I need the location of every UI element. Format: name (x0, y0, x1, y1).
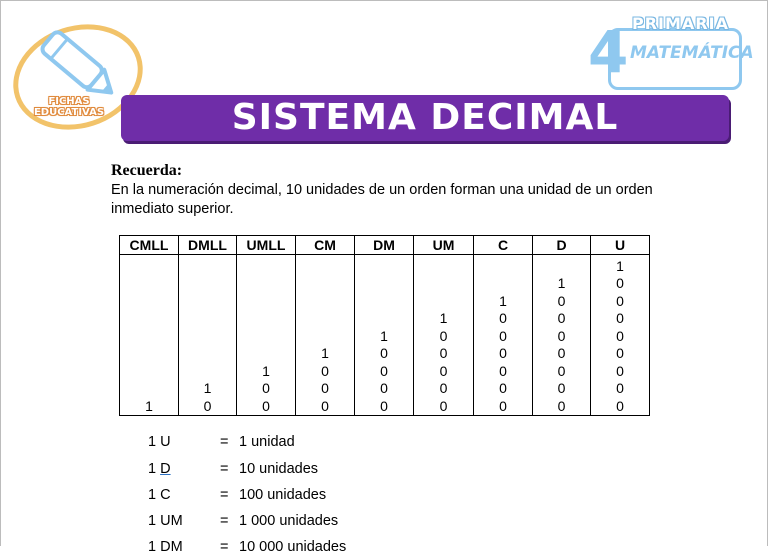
logo-text-line1: FICHAS (48, 96, 90, 107)
digit-cell: 0 (499, 327, 507, 344)
digit-cell: 0 (557, 292, 566, 309)
digit-cell: 1 (203, 380, 212, 396)
digit-cell: 0 (557, 310, 566, 326)
digit-cell: 0 (380, 380, 388, 396)
digit-cell: 0 (557, 327, 566, 344)
equivalence-unit: 1 U (148, 434, 171, 450)
digit-cell: 0 (380, 362, 388, 379)
page-title: SISTEMA DECIMAL (231, 97, 619, 138)
grade-number: 4 (588, 18, 629, 86)
header-dm: DM (355, 236, 414, 255)
digit-cell: 0 (439, 380, 448, 396)
equivalence-unit: 1 D (148, 461, 171, 477)
digit-cell: 0 (321, 397, 329, 414)
equals-sign: = (220, 434, 229, 450)
digit-cell: 1 (439, 310, 448, 326)
header-um: UM (414, 236, 474, 255)
column-dmll (179, 255, 237, 416)
title-banner (121, 95, 729, 141)
digit-cell: 0 (499, 345, 507, 361)
equivalence-value: 100 unidades (239, 487, 327, 503)
recuerda-heading: Recuerda: (111, 162, 183, 179)
digit-cell: 0 (616, 397, 624, 414)
digit-cell: 0 (321, 380, 329, 396)
digit-cell: 0 (616, 327, 624, 344)
equivalence-unit: 1 UM (148, 513, 183, 529)
column-dm (355, 255, 414, 416)
column-cm (296, 255, 355, 416)
logo-text (24, 96, 114, 118)
digit-cell: 0 (203, 397, 212, 414)
digit-cell: 0 (321, 362, 329, 379)
header-c: C (474, 236, 533, 255)
subject-label: MATEMÁTICA (630, 43, 754, 63)
digit-cell: 0 (439, 397, 448, 414)
table-header-row (120, 236, 650, 255)
header-dmll: DMLL (179, 236, 237, 255)
digit-cell: 0 (262, 380, 270, 396)
column-c (474, 255, 533, 416)
digit-cell: 0 (616, 310, 624, 326)
equivalence-unit: 1 C (148, 487, 171, 503)
equals-sign: = (220, 539, 229, 555)
digit-cell: 1 (321, 345, 329, 361)
digit-cell: 0 (557, 380, 566, 396)
logo-text-line2: EDUCATIVAS (33, 107, 105, 118)
digit-cell: 0 (380, 345, 388, 361)
equivalence-value: 1 unidad (239, 434, 295, 450)
equals-sign: = (220, 513, 229, 529)
place-value-table (119, 235, 650, 416)
digit-cell: 0 (499, 380, 507, 396)
equivalence-value: 10 unidades (239, 461, 319, 477)
digit-cell: 1 (557, 275, 566, 291)
digit-cell: 0 (616, 292, 624, 309)
digit-cell: 1 (380, 327, 388, 344)
digit-cell: 0 (616, 275, 624, 291)
digit-cell: 0 (439, 327, 448, 344)
column-cmll (120, 255, 179, 416)
equals-sign: = (220, 461, 229, 477)
digit-cell: 0 (380, 397, 388, 414)
digit-cell: 0 (557, 397, 566, 414)
equivalence-unit: 1 DM (148, 539, 183, 555)
equals-sign: = (220, 487, 229, 503)
digit-cell: 0 (557, 362, 566, 379)
header-cm: CM (296, 236, 355, 255)
digit-cell: 0 (616, 345, 624, 361)
digit-cell: 0 (262, 397, 270, 414)
equivalence-value: 10 000 unidades (239, 539, 347, 555)
level-label: PRIMARIA (632, 14, 729, 33)
recuerda-text: En la numeración decimal, 10 unidades de un orden forman una unidad de un orden inmediato superior. (111, 182, 653, 217)
column-umll (237, 255, 296, 416)
header-u: U (591, 236, 650, 255)
digit-cell: 0 (499, 362, 507, 379)
digit-cell: 0 (499, 310, 507, 326)
digit-cell: 1 (145, 397, 153, 414)
column-um (414, 255, 474, 416)
digit-cell: 0 (557, 345, 566, 361)
digit-cell: 1 (262, 362, 270, 379)
equivalence-value: 1 000 unidades (239, 513, 339, 529)
primaria-matematica-logo (588, 14, 754, 88)
header-umll: UMLL (237, 236, 296, 255)
digit-cell: 1 (499, 292, 507, 309)
digit-cell: 0 (439, 345, 448, 361)
table-row (120, 255, 650, 416)
digit-cell: 0 (499, 397, 507, 414)
digit-cell: 0 (616, 380, 624, 396)
decena-link[interactable]: D (160, 461, 171, 477)
column-u (591, 255, 650, 416)
header-d: D (533, 236, 591, 255)
digit-cell: 0 (439, 362, 448, 379)
digit-cell: 1 (616, 257, 624, 274)
column-d (533, 255, 591, 416)
digit-cell: 0 (616, 362, 624, 379)
header-cmll: CMLL (120, 236, 179, 255)
